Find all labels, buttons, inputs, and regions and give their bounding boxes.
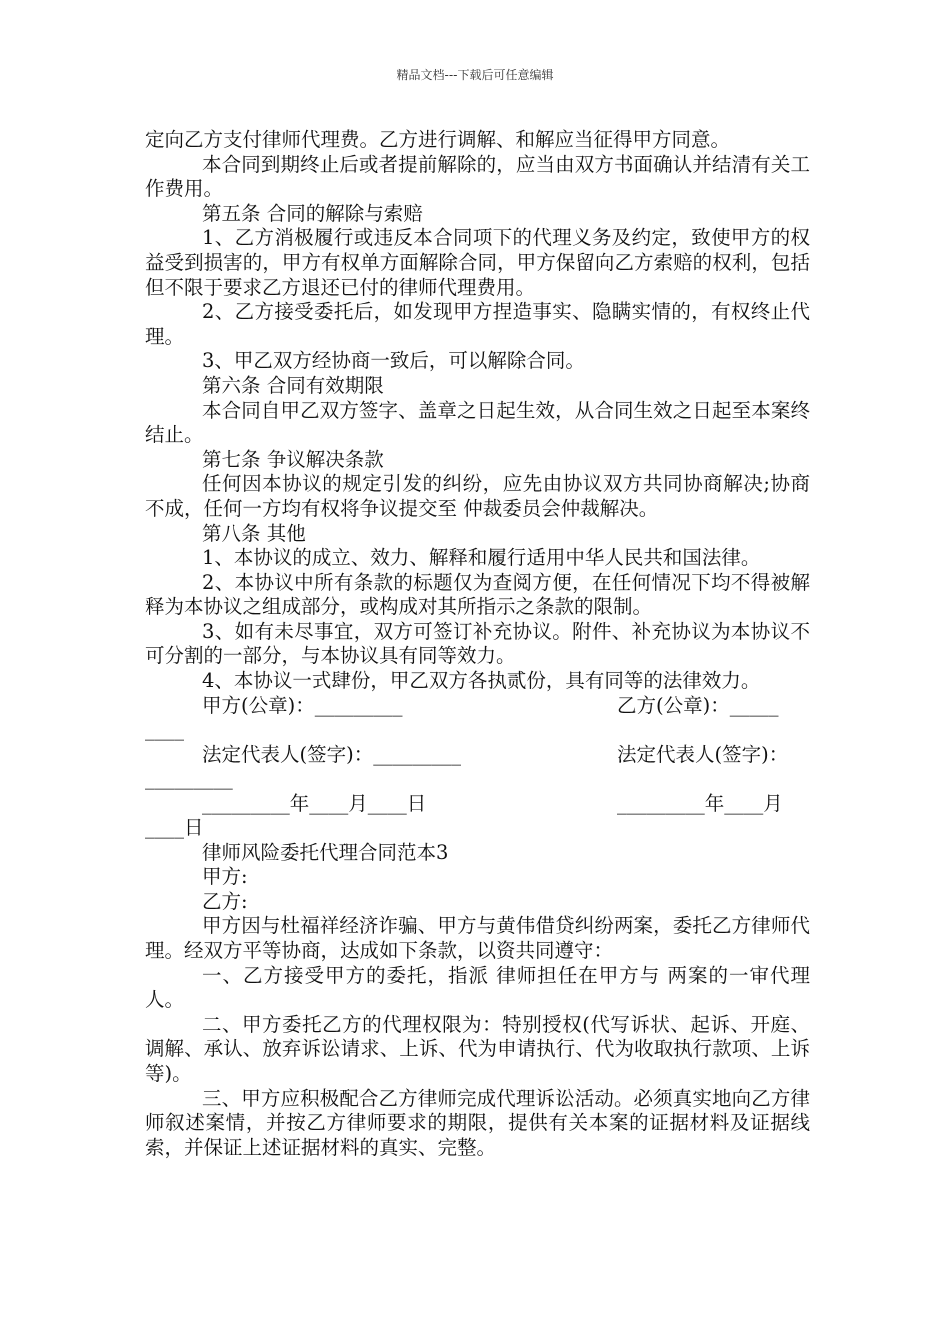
paragraph: 4、本协议一式肆份，甲乙双方各执贰份，具有同等的法律效力。 <box>202 669 761 693</box>
contract-title: 律师风险委托代理合同范本3 <box>202 840 449 864</box>
seal-row <box>145 694 810 743</box>
party-b-date-line: _________年____月 <box>617 791 783 815</box>
date-row <box>145 792 810 841</box>
paragraph: 3、甲乙双方经协商一致后，可以解除合同。 <box>202 349 585 373</box>
paragraph: 一、乙方接受甲方的委托，指派 律师担任在甲方与 两案的一审代理人。 <box>145 963 810 1012</box>
section-heading: 第六条 合同有效期限 <box>202 373 384 397</box>
section-heading: 第五条 合同的解除与索赔 <box>202 201 423 225</box>
paragraph: 本合同到期终止后或者提前解除的，应当由双方书面确认并结清有关工作费用。 <box>145 152 810 201</box>
paragraph: 2、乙方接受委托后，如发现甲方捏造事实、隐瞒实情的，有权终止代理。 <box>145 300 810 348</box>
party-a-label: 甲方: <box>202 865 248 889</box>
paragraph: 任何因本协议的规定引发的纠纷，应先由协议双方共同协商解决;协商不成，任何一方均有权将争议提交至 仲裁委员会仲裁解决。 <box>145 472 810 520</box>
party-b-representative-line: 法定代表人(签字)： <box>617 742 789 766</box>
party-b-seal-line-cont: ____ <box>145 718 184 742</box>
paragraph: 1、乙方消极履行或违反本合同项下的代理义务及约定，致使甲方的权益受到损害的，甲方有权单方面解除合同，甲方保留向乙方索赔的权利，包括但不限于要求乙方退还已付的律师代理费用。 <box>145 226 810 299</box>
page-header: 精品文档---下载后可任意编辑 <box>396 68 554 82</box>
paragraph: 二、甲方委托乙方的代理权限为：特别授权(代写诉状、起诉、开庭、调解、承认、放弃诉讼请求、上诉、代为申请执行、代为收取执行款项、上诉等)。 <box>145 1012 810 1085</box>
paragraph: 3、如有未尽事宜，双方可签订补充协议。附件、补充协议为本协议不可分割的一部分，与本协议具有同等效力。 <box>145 619 810 668</box>
document-body <box>145 128 810 1160</box>
section-heading: 第七条 争议解决条款 <box>202 447 384 471</box>
representative-row <box>145 743 810 792</box>
party-b-label: 乙方: <box>202 889 248 913</box>
party-a-seal-line: 甲方(公章)：_________ <box>202 693 403 717</box>
paragraph: 本合同自甲乙双方签字、盖章之日起生效，从合同生效之日起至本案终结止。 <box>145 398 810 447</box>
paragraph: 三、甲方应积极配合乙方律师完成代理诉讼活动。必须真实地向乙方律师叙述案情，并按乙方律师要求的期限，提供有关本案的证据材料及证据线索，并保证上述证据材料的真实、完整。 <box>145 1086 810 1159</box>
paragraph: 1、本协议的成立、效力、解释和履行适用中华人民共和国法律。 <box>202 546 761 570</box>
paragraph: 甲方因与杜福祥经济诈骗、甲方与黄伟借贷纠纷两案，委托乙方律师代理。经双方平等协商，达成如下条款，以资共同遵守： <box>145 914 810 963</box>
party-b-date-line-cont: ____日 <box>145 816 204 840</box>
party-b-seal-line: 乙方(公章)：_____ <box>617 693 779 717</box>
section-heading: 第八条 其他 <box>202 521 306 545</box>
paragraph: 定向乙方支付律师代理费。乙方进行调解、和解应当征得甲方同意。 <box>145 128 731 151</box>
party-a-representative-line: 法定代表人(签字)：_________ <box>202 742 461 766</box>
party-b-representative-line-cont: _________ <box>145 767 233 791</box>
party-a-date-line: _________年____月____日 <box>202 791 427 815</box>
paragraph: 2、本协议中所有条款的标题仅为查阅方便，在任何情况下均不得被解释为本协议之组成部分，或构成对其所指示之条款的限制。 <box>145 570 810 619</box>
